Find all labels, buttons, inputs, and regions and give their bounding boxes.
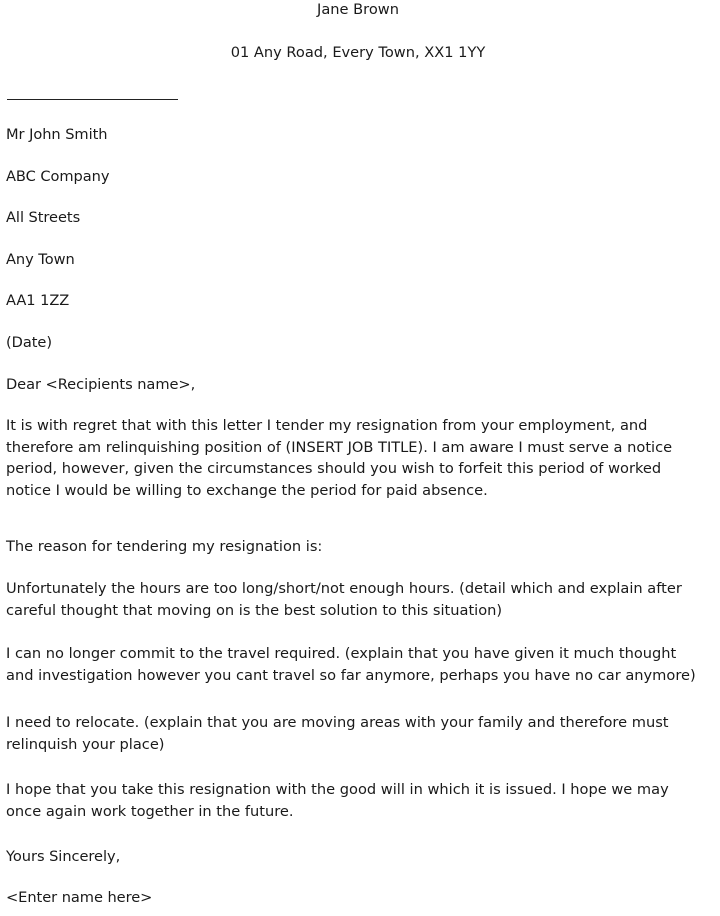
paragraph-line: It is with regret that with this letter I tender my resignation from your employment, and — [6, 417, 648, 434]
recipient-street: All Streets — [6, 209, 81, 226]
paragraph-line: The reason for tendering my resignation is: — [6, 538, 323, 555]
paragraph-closing-remarks — [6, 779, 718, 822]
paragraph-line: period, however, given the circumstances should you wish to forfeit this period of worked — [6, 460, 662, 477]
paragraph-line: I hope that you take this resignation with the good will in which it is issued. I hope we may — [6, 781, 669, 798]
paragraph-line: and investigation however you cant travel so far anymore, perhaps you have no car anymore) — [6, 666, 696, 684]
paragraph-reason-relocate — [6, 712, 718, 755]
signature-placeholder: <Enter name here> — [6, 889, 153, 906]
salutation: Dear <Recipients name>, — [6, 376, 196, 393]
paragraph-line: I can no longer commit to the travel required. (explain that you have given it much thought — [6, 645, 677, 662]
sender-name: Jane Brown — [317, 1, 399, 18]
letter-date: (Date) — [6, 334, 52, 351]
paragraph-reason-travel — [6, 643, 718, 686]
closing: Yours Sincerely, — [6, 848, 121, 865]
sender-address: 01 Any Road, Every Town, XX1 1YY — [230, 44, 486, 61]
paragraph-reason-hours — [6, 578, 718, 621]
paragraph-line: notice I would be willing to exchange the period for paid absence. — [6, 481, 488, 499]
recipient-name: Mr John Smith — [6, 126, 108, 143]
recipient-company: ABC Company — [6, 168, 110, 185]
paragraph-line: Unfortunately the hours are too long/short/not enough hours. (detail which and explain after — [6, 580, 682, 597]
paragraph-line: careful thought that moving on is the best solution to this situation) — [6, 601, 503, 619]
paragraph-line: relinquish your place) — [6, 735, 165, 753]
paragraph-line: I need to relocate. (explain that you are moving areas with your family and therefore must — [6, 714, 669, 731]
paragraph-reason-intro — [6, 536, 718, 558]
recipient-postcode: AA1 1ZZ — [6, 292, 70, 309]
paragraph-line: once again work together in the future. — [6, 802, 294, 820]
recipient-town: Any Town — [6, 251, 75, 268]
paragraph-line: therefore am relinquishing position of (INSERT JOB TITLE). I am aware I must serve a notice — [6, 438, 673, 456]
divider-line — [7, 99, 178, 100]
paragraph-resignation — [6, 415, 718, 501]
